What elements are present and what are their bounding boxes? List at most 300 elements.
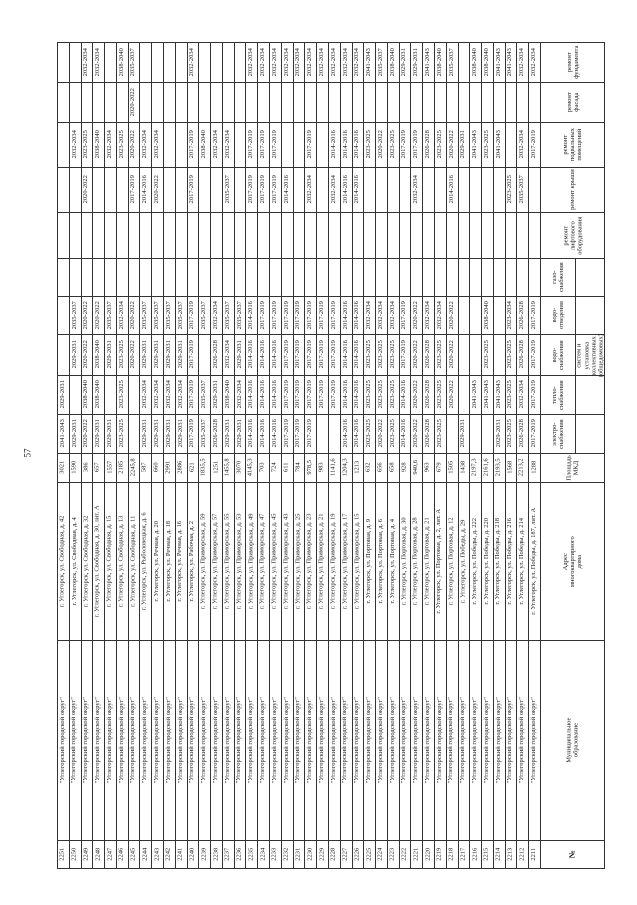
cell-n	[140, 841, 151, 867]
cell-n-text: 2241	[176, 847, 184, 861]
cell-el	[281, 415, 292, 452]
cell-addr	[116, 483, 127, 639]
cell-sewer-text: 2035-2037	[164, 300, 172, 330]
grid-line	[434, 42, 435, 868]
cell-sewer-text: 2035-2037	[70, 300, 78, 330]
cell-addr-text: г. Углегорск, ул. Приморская, д. 19	[329, 513, 337, 609]
cell-el	[246, 415, 257, 452]
cell-n-text: 2228	[329, 847, 337, 861]
cell-heat	[199, 376, 210, 413]
cell-addr-text: г. Углегорск, ул. Приморская, д. 53	[235, 513, 243, 609]
cell-el-text: 2029-2031	[494, 419, 502, 448]
cell-heat-text: 2014-2016	[400, 380, 408, 409]
cell-roof-text: 2020-2022	[82, 175, 90, 204]
cell-heat	[293, 376, 304, 413]
grid-line	[116, 42, 117, 868]
cell-found-text: 2038-2040	[117, 47, 125, 77]
cell-mo	[128, 641, 139, 839]
cell-n-text: 2244	[141, 847, 149, 861]
cell-sewer-text: 2035-2037	[105, 300, 113, 330]
cell-addr	[340, 483, 351, 639]
cell-n	[529, 841, 540, 867]
header-water	[541, 335, 575, 375]
cell-sewer-text: 2032-2034	[211, 300, 219, 330]
cell-water-text: 2020-2022	[129, 340, 137, 369]
cell-el-text: 2020-2022	[412, 419, 420, 448]
cell-heat	[493, 376, 504, 413]
cell-mo-text: "Углегорский городской округ"	[58, 696, 66, 784]
cell-mo-text: "Углегорский городской округ"	[341, 696, 349, 784]
cell-sewer	[270, 297, 281, 333]
cell-mo-text: "Углегорский городской округ"	[211, 696, 219, 784]
cell-found-text: 2032-2034	[93, 47, 101, 77]
grid-line	[304, 42, 305, 868]
cell-area	[305, 454, 316, 481]
cell-mo	[364, 641, 375, 839]
cell-addr	[399, 483, 410, 639]
cell-water	[305, 335, 316, 374]
cell-heat	[140, 376, 151, 413]
cell-base	[411, 123, 422, 166]
cell-n-text: 2245	[129, 847, 137, 861]
cell-area	[328, 454, 339, 481]
cell-addr-text: г. Углегорск, ул. Победы, д. 187, лит. А	[529, 507, 537, 615]
cell-area	[517, 454, 528, 481]
cell-n-text: 2223	[388, 847, 396, 861]
grid-line	[281, 42, 282, 868]
cell-mo	[328, 641, 339, 839]
cell-addr	[105, 483, 116, 639]
cell-base-text: 2023-2025	[435, 130, 443, 159]
cell-mo-text: "Углегорский городской округ"	[423, 696, 431, 784]
cell-n-text: 2227	[341, 847, 349, 861]
cell-found	[364, 43, 375, 81]
cell-water-text: 2014-2016	[247, 340, 255, 369]
cell-found	[187, 43, 198, 81]
cell-heat-text: 2032-2034	[176, 380, 184, 409]
cell-addr	[529, 483, 540, 639]
cell-heat-text: 2020-2022	[447, 380, 455, 409]
cell-n-text: 2249	[82, 847, 90, 861]
cell-n	[434, 841, 445, 867]
cell-addr	[517, 483, 528, 639]
cell-sewer	[211, 297, 222, 333]
cell-mo	[470, 641, 481, 839]
cell-facade-text: 2020-2022	[129, 87, 137, 117]
cell-el-text: 2017-2019	[188, 419, 196, 448]
cell-water-text: 2014-2016	[270, 340, 278, 369]
cell-sewer-text: 2017-2019	[294, 300, 302, 330]
cell-heat-text: 2017-2019	[529, 380, 537, 409]
cell-base	[423, 123, 434, 166]
cell-n	[470, 841, 481, 867]
cell-addr	[175, 483, 186, 639]
cell-water-text: 2020-2022	[82, 340, 90, 369]
cell-sewer	[529, 297, 540, 333]
cell-area	[246, 454, 257, 481]
cell-addr	[482, 483, 493, 639]
cell-area-text: 621	[188, 462, 196, 473]
grid-line	[422, 42, 423, 868]
cell-n	[234, 841, 245, 867]
cell-mo-text: "Углегорский городской округ"	[529, 696, 537, 784]
cell-area	[234, 454, 245, 481]
cell-area-text: 703	[258, 462, 266, 473]
cell-n	[175, 841, 186, 867]
cell-n-text: 2237	[223, 847, 231, 861]
cell-roof	[352, 168, 363, 211]
cell-area	[493, 454, 504, 481]
cell-addr-text: г. Углегорск, ул. Приморская, д. 59	[199, 513, 207, 609]
cell-base	[529, 123, 540, 166]
cell-roof	[128, 168, 139, 211]
cell-base	[352, 123, 363, 166]
cell-area-text: 784	[294, 462, 302, 473]
cell-water	[376, 335, 387, 374]
cell-heat-text: 2023-2025	[435, 380, 443, 409]
cell-sewer	[116, 297, 127, 333]
cell-n-text: 2221	[412, 847, 420, 861]
cell-heat	[187, 376, 198, 413]
cell-base	[340, 123, 351, 166]
cell-sewer	[364, 297, 375, 333]
cell-addr	[411, 483, 422, 639]
cell-el	[505, 415, 516, 452]
grid-line	[222, 42, 223, 868]
cell-base	[81, 123, 92, 166]
cell-heat	[352, 376, 363, 413]
cell-heat-text: 2023-2025	[117, 380, 125, 409]
cell-area	[281, 454, 292, 481]
cell-addr	[281, 483, 292, 639]
cell-mo	[234, 641, 245, 839]
grid-line	[375, 42, 376, 868]
cell-area	[529, 454, 540, 481]
cell-water-text: 2017-2019	[188, 340, 196, 369]
cell-heat	[505, 376, 516, 413]
cell-sewer-text: 2017-2019	[529, 300, 537, 330]
cell-water-text: 2029-2031	[141, 340, 149, 369]
cell-addr-text: г. Углегорск, ул. Победы, д. 218	[494, 517, 502, 605]
cell-n	[293, 841, 304, 867]
cell-el-text: 2017-2019	[282, 419, 290, 448]
cell-heat-text: 2038-2040	[223, 380, 231, 409]
cell-el-text: 2029-2031	[105, 419, 113, 448]
cell-sewer	[317, 297, 328, 333]
cell-el-text: 2026-2028	[211, 419, 219, 448]
cell-addr-text: г. Углегорск, ул. Свободная, д. 4	[70, 516, 78, 606]
cell-addr-text: г. Углегорск, ул. Приморская, д. 25	[294, 513, 302, 609]
cell-water-text: 2023-2025	[117, 340, 125, 369]
cell-water-text: 2017-2019	[329, 340, 337, 369]
cell-sewer-text: 2020-2022	[82, 300, 90, 330]
cell-mo	[305, 641, 316, 839]
cell-water-text: 2020-2022	[412, 340, 420, 369]
cell-n	[116, 841, 127, 867]
cell-n-text: 2250	[70, 847, 78, 861]
cell-el	[164, 415, 175, 452]
cell-found-text: 2032-2034	[306, 47, 314, 77]
cell-heat	[81, 376, 92, 413]
cell-heat-text: 2023-2025	[506, 380, 514, 409]
cell-area-text: 2193,5	[494, 458, 502, 477]
cell-n-text: 2219	[435, 847, 443, 861]
cell-sewer	[199, 297, 210, 333]
cell-el	[364, 415, 375, 452]
cell-heat-text: 2029-2031	[211, 380, 219, 409]
cell-addr	[293, 483, 304, 639]
cell-heat-text: 2032-2034	[518, 380, 526, 409]
cell-n-text: 2239	[200, 847, 207, 861]
cell-el	[423, 415, 434, 452]
cell-addr	[187, 483, 198, 639]
header-foundation	[541, 43, 604, 82]
cell-area-text: 2886	[176, 461, 184, 474]
cell-heat	[482, 376, 493, 413]
cell-found-text: 2038-2040	[435, 47, 443, 77]
cell-water	[175, 335, 186, 374]
cell-area	[470, 454, 481, 481]
cell-roof	[270, 168, 281, 211]
cell-sewer-text: 2017-2019	[258, 300, 266, 330]
header-municipality-text: Муниципальное образование	[565, 717, 580, 764]
cell-roof	[258, 168, 269, 211]
cell-el	[175, 415, 186, 452]
cell-sewer	[305, 297, 316, 333]
cell-mo-text: "Углегорский городской округ"	[364, 696, 372, 784]
cell-found-text: 2032-2034	[317, 47, 325, 77]
cell-found	[376, 43, 387, 81]
cell-heat-text: 2038-2040	[82, 380, 90, 409]
cell-water	[293, 335, 304, 374]
cell-addr-text: г. Углегорск, ул. Приморская, д. 21	[317, 513, 325, 609]
cell-water	[116, 335, 127, 374]
cell-sewer	[376, 297, 387, 333]
cell-area	[222, 454, 233, 481]
cell-el-text: 2029-2031	[235, 419, 243, 448]
grid-line	[92, 42, 93, 868]
cell-el	[434, 415, 445, 452]
cell-n	[199, 841, 210, 867]
cell-addr-text: г. Углегорск, ул. Свободная, д. 11	[129, 515, 137, 607]
cell-addr	[164, 483, 175, 639]
cell-sewer	[423, 297, 434, 333]
cell-base-text: 2032-2034	[152, 130, 160, 159]
cell-mo	[175, 641, 186, 839]
cell-water	[317, 335, 328, 374]
cell-area-text: 1505	[447, 461, 455, 474]
grid-line	[293, 42, 294, 868]
cell-addr	[128, 483, 139, 639]
cell-area-text: 3021	[58, 461, 66, 474]
cell-found	[352, 43, 363, 81]
cell-addr	[140, 483, 151, 639]
header-elevator	[541, 213, 604, 258]
cell-el	[93, 415, 104, 452]
cell-base	[69, 123, 80, 166]
cell-base	[258, 123, 269, 166]
cell-heat-text: 2029-2031	[58, 380, 66, 409]
cell-roof	[81, 168, 92, 211]
cell-mo	[281, 641, 292, 839]
cell-addr-text: г. Углегорск, ул. Рыболовецкая, д. 6	[141, 512, 149, 610]
header-facade	[541, 83, 604, 122]
cell-n	[93, 841, 104, 867]
cell-heat-text: 2041-2043	[494, 380, 502, 409]
cell-el	[69, 415, 80, 452]
cell-mo	[446, 641, 457, 839]
cell-n-text: 2229	[317, 847, 325, 861]
cell-found	[529, 43, 540, 81]
cell-n	[305, 841, 316, 867]
grid-line	[234, 42, 235, 868]
cell-el	[140, 415, 151, 452]
cell-sewer	[187, 297, 198, 333]
cell-area	[482, 454, 493, 481]
cell-area-text: 587	[141, 462, 149, 473]
cell-el	[493, 415, 504, 452]
cell-mo-text: "Углегорский городской округ"	[70, 696, 78, 784]
cell-mo-text: "Углегорский городской округ"	[294, 696, 302, 784]
cell-heat	[446, 376, 457, 413]
header-roof-text: ремонт крыши	[568, 169, 576, 211]
cell-addr	[222, 483, 233, 639]
cell-area-text: 2213,2	[518, 458, 526, 477]
cell-heat-text: 2017-2019	[188, 380, 196, 409]
cell-mo	[493, 641, 504, 839]
cell-mo	[140, 641, 151, 839]
cell-area	[293, 454, 304, 481]
cell-sewer	[222, 297, 233, 333]
cell-heat	[305, 376, 316, 413]
cell-mo-text: "Углегорский городской округ"	[459, 696, 467, 784]
cell-water	[187, 335, 198, 374]
cell-n	[317, 841, 328, 867]
cell-base-text: 2020-2022	[447, 130, 455, 159]
cell-heat	[281, 376, 292, 413]
cell-heat	[517, 376, 528, 413]
cell-n-text: 2216	[470, 847, 478, 861]
cell-sewer-text: 2038-2040	[482, 300, 490, 330]
cell-n	[340, 841, 351, 867]
cell-base-text: 2017-2019	[247, 130, 255, 159]
cell-found-text: 2029-2031	[400, 47, 408, 77]
cell-water	[434, 335, 445, 374]
cell-el-text: 2023-2025	[435, 419, 443, 448]
grid-line	[328, 42, 329, 868]
cell-heat-text: 2038-2040	[93, 380, 101, 409]
cell-sewer-text: 2035-2037	[141, 300, 149, 330]
cell-mo	[317, 641, 328, 839]
cell-mo	[211, 641, 222, 839]
cell-area-text: 1288	[529, 461, 537, 474]
cell-found	[517, 43, 528, 81]
cell-water	[140, 335, 151, 374]
cell-addr	[152, 483, 163, 639]
cell-base	[246, 123, 257, 166]
cell-area	[140, 454, 151, 481]
cell-sewer-text: 2014-2016	[341, 300, 349, 330]
cell-heat-text: 2032-2034	[164, 380, 172, 409]
cell-roof-text: 2017-2019	[129, 175, 137, 204]
cell-n	[493, 841, 504, 867]
cell-roof-text: 2032-2034	[412, 175, 420, 204]
cell-area	[376, 454, 387, 481]
cell-el-text: 2029-2031	[164, 419, 172, 448]
cell-found	[493, 43, 504, 81]
cell-sewer	[340, 297, 351, 333]
cell-heat-text: 2026-2028	[423, 380, 431, 409]
cell-water	[423, 335, 434, 374]
cell-el-text: 2026-2028	[518, 419, 526, 448]
cell-sewer	[140, 297, 151, 333]
cell-area	[340, 454, 351, 481]
cell-sewer-text: 2017-2019	[282, 300, 290, 330]
cell-heat	[234, 376, 245, 413]
cell-area	[58, 454, 69, 481]
cell-mo-text: "Углегорский городской округ"	[447, 696, 455, 784]
grid-line	[493, 42, 494, 868]
cell-mo	[81, 641, 92, 839]
cell-n-text: 2226	[353, 847, 361, 861]
cell-sewer-text: 2017-2019	[400, 300, 408, 330]
cell-mo	[352, 641, 363, 839]
cell-base	[105, 123, 116, 166]
cell-addr-text: г. Углегорск, ул. Победы, д. 29	[459, 519, 467, 603]
cell-area-text: 2197,3	[470, 458, 478, 477]
cell-found	[340, 43, 351, 81]
cell-sewer	[81, 297, 92, 333]
cell-mo-text: "Углегорский городской округ"	[258, 696, 266, 784]
cell-found-text: 2041-2043	[364, 47, 372, 77]
cell-el-text: 2014-2016	[353, 419, 361, 448]
cell-addr-text: г. Углегорск, ул. Рабочая, д. 2	[188, 520, 196, 602]
cell-sewer-text: 2032-2034	[435, 300, 443, 330]
cell-mo-text: "Углегорский городской округ"	[117, 696, 125, 784]
cell-n-text: 2214	[494, 847, 502, 861]
cell-water-text: 2017-2019	[294, 340, 302, 369]
cell-addr	[234, 483, 245, 639]
cell-mo-text: "Углегорский городской округ"	[412, 696, 420, 784]
header-area	[541, 454, 604, 482]
cell-mo-text: "Углегорский городской округ"	[329, 696, 337, 784]
cell-base	[482, 123, 493, 166]
cell-mo	[116, 641, 127, 839]
grid-line	[505, 42, 506, 868]
cell-n	[211, 841, 222, 867]
cell-roof-text: 2032-2034	[329, 175, 337, 204]
cell-heat	[399, 376, 410, 413]
cell-el	[234, 415, 245, 452]
cell-area-text: 656	[376, 462, 384, 473]
header-foundation-text: ремонт фундамента	[565, 45, 580, 80]
cell-addr	[387, 483, 398, 639]
cell-base-text: 2041-2043	[494, 130, 502, 159]
cell-n-text: 2243	[152, 847, 160, 861]
cell-sewer-text: 2020-2022	[447, 300, 455, 330]
cell-mo	[482, 641, 493, 839]
cell-sewer	[152, 297, 163, 333]
cell-found-text: 2032-2034	[282, 47, 290, 77]
cell-water-text: 2014-2016	[258, 340, 266, 369]
cell-roof-text: 2014-2016	[447, 175, 455, 204]
cell-n	[246, 841, 257, 867]
grid-line	[352, 42, 353, 868]
cell-n	[458, 841, 469, 867]
cell-addr-text: г. Углегорск, ул. Свободная, д. 32	[82, 515, 90, 607]
cell-water-text: 2017-2019	[529, 340, 537, 369]
cell-base-text: 2032-2034	[223, 130, 231, 159]
